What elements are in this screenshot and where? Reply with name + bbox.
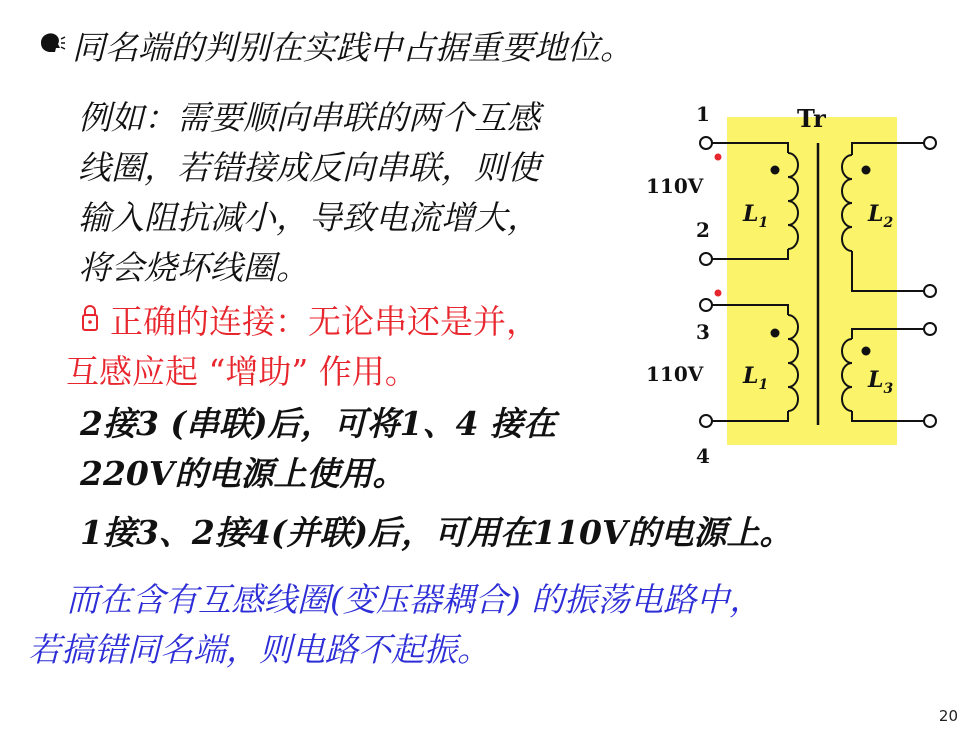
example-line-3: 输入阻抗减小，导致电流增大，: [78, 198, 540, 237]
polarity-dot-l3: [862, 347, 871, 356]
terminal-3-label: 3: [696, 320, 710, 344]
coil-l2-label: $L_2$: [868, 201, 894, 231]
oscillator-line-2: 若搞错同名端，则电路不起振。: [28, 630, 490, 669]
series-line-2: 220V的电源上使用。: [80, 454, 406, 493]
diagram-background: [727, 117, 897, 445]
correct-line-1: 正确的连接：无论串还是并，: [110, 302, 539, 341]
polarity-dot-l1-top: [771, 166, 780, 175]
terminal-4-label: 4: [696, 444, 710, 468]
voltage-label-top: 110V: [646, 174, 704, 198]
terminal-1-label: 1: [696, 102, 710, 126]
terminal-4: [700, 415, 712, 427]
terminal-2: [700, 253, 712, 265]
coil-l1-bottom-label: $L_1$: [743, 363, 769, 393]
page-number: 20: [938, 707, 958, 725]
speaker-bullet-icon: [38, 30, 66, 56]
terminal-3: [700, 299, 712, 311]
transformer-label: Tr: [797, 104, 826, 133]
transformer-diagram: [640, 95, 960, 475]
terminal-1: [700, 137, 712, 149]
polarity-dot-l2: [862, 166, 871, 175]
example-line-4: 将会烧坏线圈。: [78, 248, 309, 287]
example-line-1: 例如：需要顺向串联的两个互感: [78, 98, 540, 137]
example-line-2: 线圈，若错接成反向串联，则使: [78, 148, 540, 187]
oscillator-line-1: 而在含有互感线圈(变压器耦合) 的振荡电路中，: [66, 580, 763, 619]
coil-l3-label: $L_3$: [868, 367, 894, 397]
heading: 同名端的判别在实践中占据重要地位。: [72, 28, 633, 67]
terminal-2-label: 2: [696, 218, 710, 242]
polarity-dot-red-3: [715, 290, 722, 297]
correct-line-2: 互感应起 “增助” 作用。: [66, 352, 418, 391]
parallel-line: 1接3、2接4(并联)后，可用在110V的电源上。: [80, 513, 793, 552]
coil-l1-top-label: $L_1$: [743, 201, 769, 231]
lock-bullet-icon: [80, 304, 100, 332]
terminal-top-right-1: [924, 137, 936, 149]
polarity-dot-l1-bottom: [771, 329, 780, 338]
polarity-dot-red-1: [715, 154, 722, 161]
voltage-label-bottom: 110V: [646, 362, 704, 386]
series-line-1: 2接3 (串联)后，可将1、4 接在: [80, 404, 557, 443]
terminal-top-right-2: [924, 285, 936, 297]
terminal-bottom-right-1: [924, 323, 936, 335]
terminal-bottom-right-2: [924, 415, 936, 427]
